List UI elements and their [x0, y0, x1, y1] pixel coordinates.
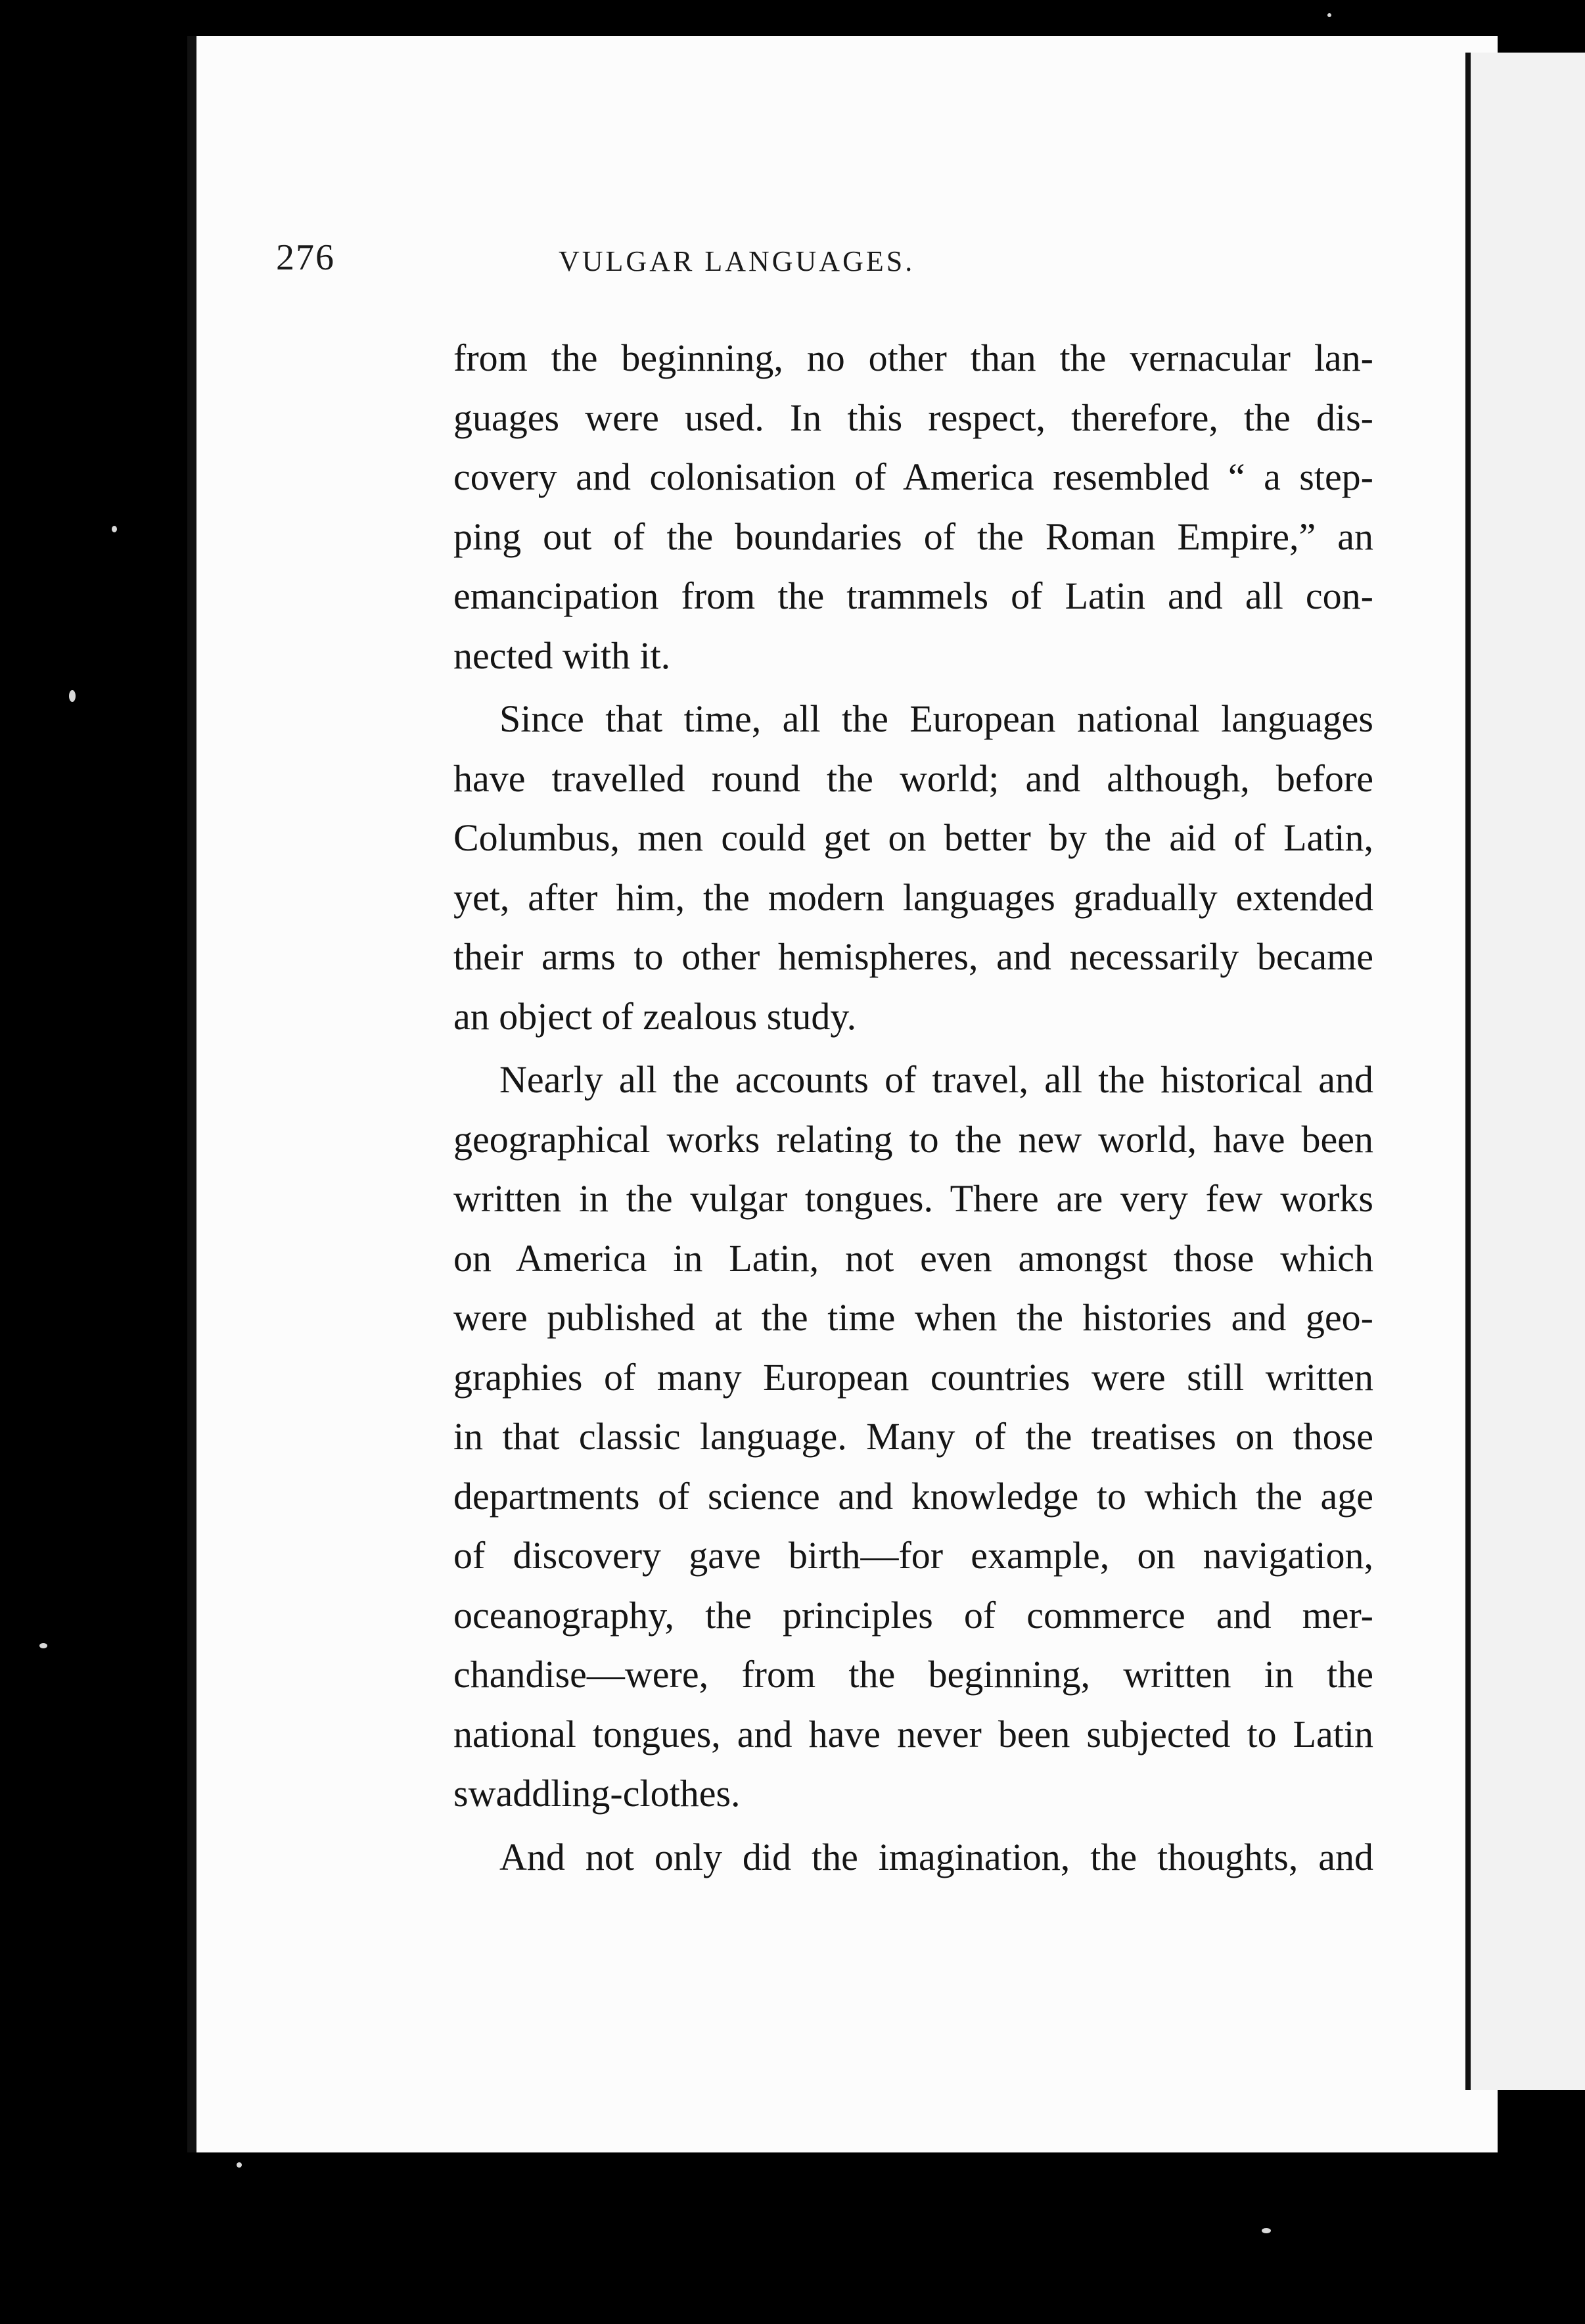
text-line: graphies of many European countries were still written — [453, 1355, 1373, 1399]
text-line: in that classic language. Many of the treatises on those — [453, 1415, 1373, 1458]
page-header — [276, 237, 1393, 296]
text-line: Nearly all the accounts of travel, all the historical and — [499, 1058, 1373, 1101]
text-line: from the beginning, no other than the vernacular lan- — [453, 337, 1373, 379]
text-line: have travelled round the world; and although, before — [453, 756, 1373, 800]
page-number: 276 — [276, 237, 335, 278]
running-head: VULGAR LANGUAGES. — [559, 245, 915, 277]
text-line: of discovery gave birth—for example, on navigation, — [453, 1534, 1373, 1577]
adjacent-page-edge — [1465, 53, 1585, 2090]
text-line: an object of zealous study. — [453, 994, 857, 1038]
text-line: guages were used. In this respect, therefore, the dis- — [453, 396, 1373, 439]
text-line: departments of science and knowledge to which the age — [453, 1474, 1373, 1518]
text-line: And not only did the imagination, the thoughts, and — [499, 1835, 1373, 1878]
body-text — [453, 329, 1373, 1887]
text-line: covery and colonisation of America resembled “ a step- — [453, 455, 1373, 498]
text-line: emancipation from the trammels of Latin and all con- — [453, 574, 1373, 617]
text-line: swaddling-clothes. — [453, 1772, 741, 1815]
text-line: nected with it. — [453, 634, 671, 677]
text-line: were published at the time when the histories and geo- — [453, 1296, 1373, 1339]
text-line: written in the vulgar tongues. There are very few works — [453, 1177, 1373, 1220]
text-line: geographical works relating to the new world, have been — [453, 1117, 1373, 1161]
text-line: their arms to other hemispheres, and necessarily became — [453, 935, 1373, 978]
text-line: ping out of the boundaries of the Roman Empire,” an — [453, 515, 1373, 558]
text-line: Columbus, men could get on better by the aid of Latin, — [453, 816, 1373, 859]
text-line: chandise—were, from the beginning, written in the — [453, 1653, 1373, 1696]
text-line: national tongues, and have never been subjected to Latin — [453, 1712, 1373, 1755]
text-line: Since that time, all the European national languages — [499, 697, 1373, 740]
text-line: oceanography, the principles of commerce and mer- — [453, 1593, 1373, 1637]
text-line: on America in Latin, not even amongst those which — [453, 1236, 1373, 1280]
text-line: yet, after him, the modern languages gradually extended — [453, 875, 1373, 919]
